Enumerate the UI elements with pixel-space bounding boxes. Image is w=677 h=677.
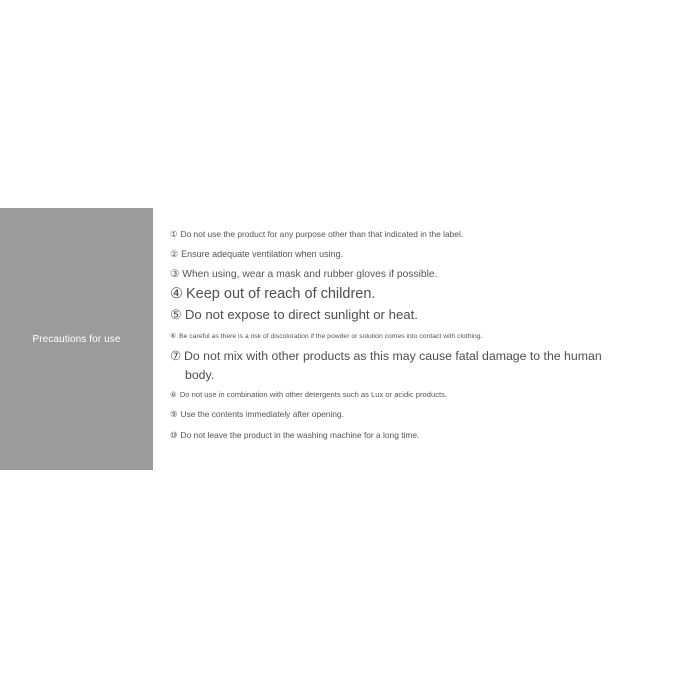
list-item — [170, 229, 463, 239]
list-item — [170, 332, 482, 340]
item-text: Ensure adequate ventilation when using. — [181, 249, 344, 259]
section-label-panel — [0, 208, 153, 470]
item-text: Do not use in combination with other detergents such as Lux or acidic products. — [179, 390, 448, 399]
list-item — [170, 347, 640, 385]
item-text: When using, wear a mask and rubber gloves if possible. — [182, 269, 438, 280]
item-text: Use the contents immediately after opening. — [180, 409, 344, 419]
item-number: ② — [170, 249, 179, 259]
item-number: ⑩ — [170, 430, 178, 440]
item-text: Do not mix with other products as this may cause fatal damage to the human — [184, 349, 602, 363]
item-text: Do not use the product for any purpose other than that indicated in the label. — [180, 229, 464, 239]
list-item — [170, 249, 343, 260]
list-item — [170, 409, 344, 419]
item-text-continued: body. — [185, 368, 215, 382]
item-number: ⑧ — [170, 390, 177, 399]
precautions-list — [170, 208, 665, 470]
item-number: ③ — [170, 269, 180, 280]
item-number: ① — [170, 229, 178, 239]
list-item — [170, 390, 447, 399]
precautions-section — [0, 208, 677, 470]
item-number: ⑦ — [170, 349, 182, 363]
list-item — [170, 286, 375, 302]
item-text: Be careful as there is a risk of discoloration if the powder or solution comes into contact with clothing. — [179, 333, 483, 340]
item-number: ④ — [170, 286, 183, 302]
item-text: Do not expose to direct sunlight or heat. — [184, 307, 418, 322]
list-item — [170, 430, 419, 440]
item-number: ⑨ — [170, 409, 178, 419]
item-text: Do not leave the product in the washing machine for a long time. — [180, 430, 420, 440]
item-number: ⑤ — [170, 307, 182, 322]
section-label: Precautions for use — [32, 333, 121, 345]
list-item — [170, 307, 418, 323]
item-text: Keep out of reach of children. — [186, 286, 376, 302]
item-number: ⑥ — [170, 333, 177, 340]
list-item — [170, 268, 438, 280]
